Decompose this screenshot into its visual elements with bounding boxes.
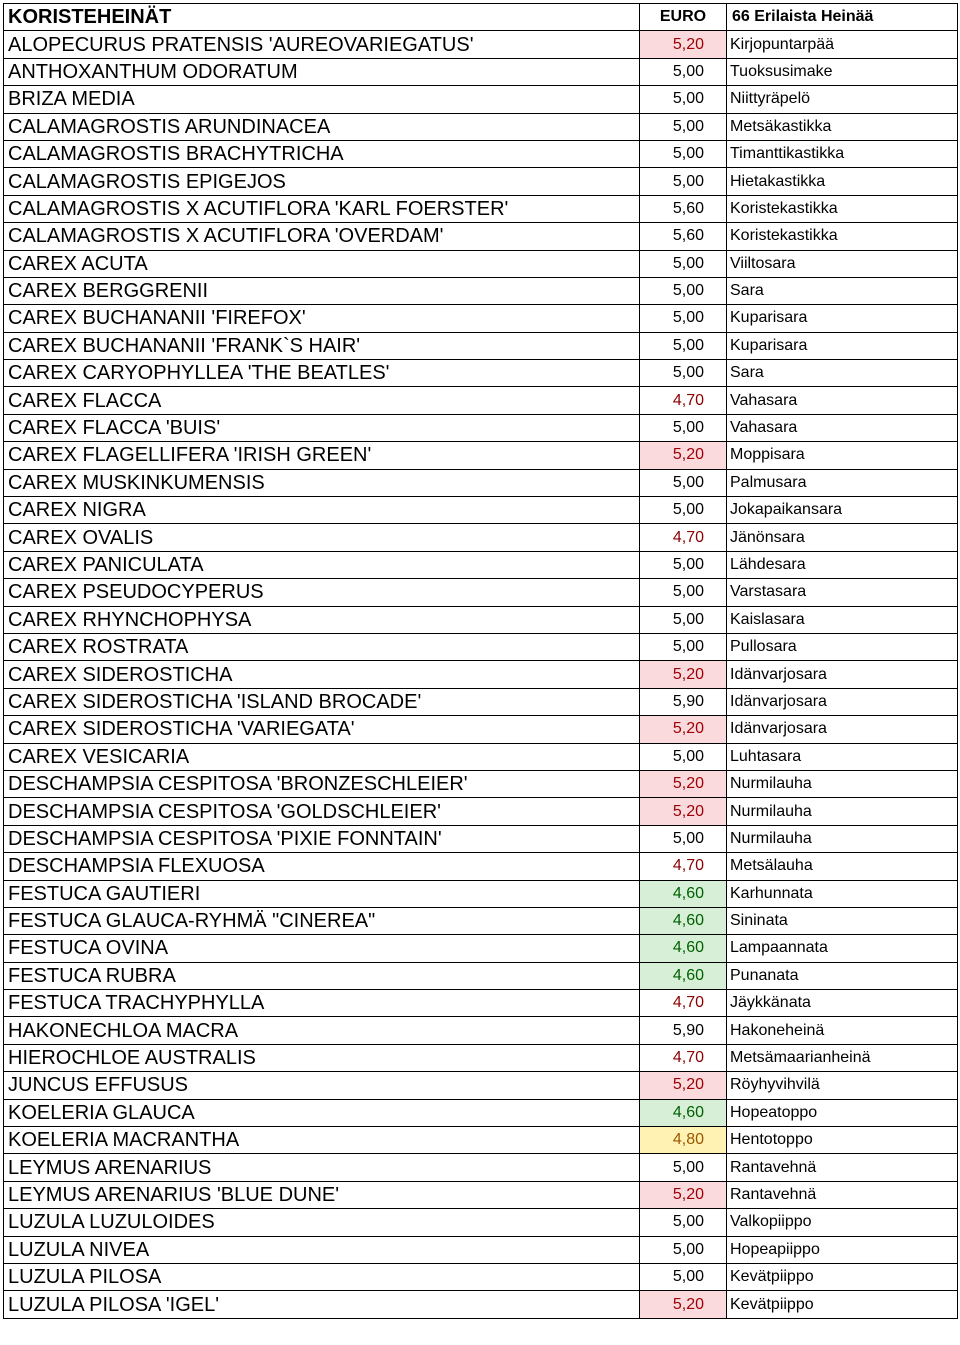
price-cell: 5,00 bbox=[640, 414, 727, 441]
table-row bbox=[4, 770, 958, 797]
plant-name-cell: FESTUCA OVINA bbox=[4, 935, 640, 962]
finnish-name-cell: Rantavehnä bbox=[727, 1154, 958, 1181]
price-cell: 4,60 bbox=[640, 907, 727, 934]
plant-name-cell: CAREX RHYNCHOPHYSA bbox=[4, 606, 640, 633]
price-cell: 5,00 bbox=[640, 606, 727, 633]
table-row bbox=[4, 305, 958, 332]
finnish-name-cell: Idänvarjosara bbox=[727, 688, 958, 715]
plant-name-cell: ANTHOXANTHUM ODORATUM bbox=[4, 58, 640, 85]
plant-name-cell: JUNCUS EFFUSUS bbox=[4, 1072, 640, 1099]
price-cell: 4,70 bbox=[640, 990, 727, 1017]
table-row bbox=[4, 414, 958, 441]
plant-name-cell: CAREX FLACCA bbox=[4, 387, 640, 414]
table-row bbox=[4, 86, 958, 113]
price-cell: 5,00 bbox=[640, 168, 727, 195]
finnish-name-cell: Kirjopuntarpää bbox=[727, 31, 958, 58]
table-row bbox=[4, 497, 958, 524]
table-row bbox=[4, 1072, 958, 1099]
table-row bbox=[4, 935, 958, 962]
finnish-name-cell: Punanata bbox=[727, 962, 958, 989]
price-cell: 5,20 bbox=[640, 31, 727, 58]
plant-name-cell: FESTUCA RUBRA bbox=[4, 962, 640, 989]
finnish-name-cell: Metsäkastikka bbox=[727, 113, 958, 140]
finnish-name-cell: Röyhyvihvilä bbox=[727, 1072, 958, 1099]
price-cell: 5,20 bbox=[640, 1291, 727, 1318]
table-row bbox=[4, 140, 958, 167]
finnish-name-cell: Kuparisara bbox=[727, 332, 958, 359]
price-cell: 5,00 bbox=[640, 58, 727, 85]
finnish-name-cell: Kuparisara bbox=[727, 305, 958, 332]
table-row bbox=[4, 661, 958, 688]
table-row bbox=[4, 716, 958, 743]
table-row bbox=[4, 195, 958, 222]
finnish-name-cell: Metsälauha bbox=[727, 853, 958, 880]
price-cell: 4,60 bbox=[640, 1099, 727, 1126]
price-cell: 5,90 bbox=[640, 1017, 727, 1044]
plant-name-cell: CAREX ROSTRATA bbox=[4, 633, 640, 660]
plant-name-cell: LUZULA LUZULOIDES bbox=[4, 1209, 640, 1236]
finnish-name-cell: Vahasara bbox=[727, 387, 958, 414]
finnish-name-cell: Viiltosara bbox=[727, 250, 958, 277]
plant-name-cell: CAREX VESICARIA bbox=[4, 743, 640, 770]
finnish-name-cell: Nurmilauha bbox=[727, 770, 958, 797]
plant-name-cell: CAREX FLAGELLIFERA 'IRISH GREEN' bbox=[4, 442, 640, 469]
count-header: 66 Erilaista Heinää bbox=[727, 4, 958, 31]
price-cell: 4,70 bbox=[640, 853, 727, 880]
finnish-name-cell: Palmusara bbox=[727, 469, 958, 496]
price-cell: 5,00 bbox=[640, 579, 727, 606]
finnish-name-cell: Sara bbox=[727, 277, 958, 304]
plant-name-cell: CAREX FLACCA 'BUIS' bbox=[4, 414, 640, 441]
price-list-table bbox=[3, 3, 958, 1319]
finnish-name-cell: Sininata bbox=[727, 907, 958, 934]
table-row bbox=[4, 1209, 958, 1236]
table-row bbox=[4, 469, 958, 496]
finnish-name-cell: Idänvarjosara bbox=[727, 716, 958, 743]
finnish-name-cell: Luhtasara bbox=[727, 743, 958, 770]
currency-header: EURO bbox=[640, 4, 727, 31]
price-cell: 5,20 bbox=[640, 770, 727, 797]
table-row bbox=[4, 1291, 958, 1318]
table-row bbox=[4, 277, 958, 304]
plant-name-cell: DESCHAMPSIA FLEXUOSA bbox=[4, 853, 640, 880]
table-row bbox=[4, 798, 958, 825]
price-cell: 4,60 bbox=[640, 935, 727, 962]
finnish-name-cell: Moppisara bbox=[727, 442, 958, 469]
plant-name-cell: LEYMUS ARENARIUS bbox=[4, 1154, 640, 1181]
finnish-name-cell: Pullosara bbox=[727, 633, 958, 660]
plant-name-cell: CALAMAGROSTIS X ACUTIFLORA 'OVERDAM' bbox=[4, 223, 640, 250]
finnish-name-cell: Kevätpiippo bbox=[727, 1291, 958, 1318]
price-cell: 5,60 bbox=[640, 223, 727, 250]
plant-name-cell: LUZULA PILOSA 'IGEL' bbox=[4, 1291, 640, 1318]
table-row bbox=[4, 168, 958, 195]
table-row bbox=[4, 442, 958, 469]
table-row bbox=[4, 606, 958, 633]
finnish-name-cell: Lähdesara bbox=[727, 551, 958, 578]
plant-name-cell: LEYMUS ARENARIUS 'BLUE DUNE' bbox=[4, 1181, 640, 1208]
finnish-name-cell: Sara bbox=[727, 360, 958, 387]
plant-name-cell: LUZULA NIVEA bbox=[4, 1236, 640, 1263]
table-row bbox=[4, 1154, 958, 1181]
table-row bbox=[4, 880, 958, 907]
plant-name-cell: CAREX BERGGRENII bbox=[4, 277, 640, 304]
table-row bbox=[4, 1181, 958, 1208]
plant-name-cell: HAKONECHLOA MACRA bbox=[4, 1017, 640, 1044]
plant-name-cell: CAREX SIDEROSTICHA 'ISLAND BROCADE' bbox=[4, 688, 640, 715]
table-row bbox=[4, 633, 958, 660]
plant-name-cell: CALAMAGROSTIS ARUNDINACEA bbox=[4, 113, 640, 140]
price-cell: 5,20 bbox=[640, 1181, 727, 1208]
finnish-name-cell: Nurmilauha bbox=[727, 798, 958, 825]
table-row bbox=[4, 31, 958, 58]
table-row bbox=[4, 1044, 958, 1071]
finnish-name-cell: Metsämaarianheinä bbox=[727, 1044, 958, 1071]
price-cell: 5,00 bbox=[640, 360, 727, 387]
price-cell: 5,00 bbox=[640, 113, 727, 140]
price-cell: 5,00 bbox=[640, 551, 727, 578]
plant-name-cell: CAREX BUCHANANII 'FRANK`S HAIR' bbox=[4, 332, 640, 359]
price-cell: 5,20 bbox=[640, 442, 727, 469]
table-row bbox=[4, 1099, 958, 1126]
finnish-name-cell: Hentotoppo bbox=[727, 1127, 958, 1154]
finnish-name-cell: Valkopiippo bbox=[727, 1209, 958, 1236]
table-row bbox=[4, 332, 958, 359]
plant-name-cell: KOELERIA MACRANTHA bbox=[4, 1127, 640, 1154]
table-row bbox=[4, 743, 958, 770]
finnish-name-cell: Hakoneheinä bbox=[727, 1017, 958, 1044]
price-cell: 5,00 bbox=[640, 1154, 727, 1181]
price-cell: 5,00 bbox=[640, 1209, 727, 1236]
table-row bbox=[4, 360, 958, 387]
table-row bbox=[4, 962, 958, 989]
price-cell: 4,70 bbox=[640, 387, 727, 414]
table-row bbox=[4, 1127, 958, 1154]
price-cell: 5,00 bbox=[640, 1263, 727, 1290]
finnish-name-cell: Hopeapiippo bbox=[727, 1236, 958, 1263]
price-cell: 5,00 bbox=[640, 332, 727, 359]
table-row bbox=[4, 551, 958, 578]
price-cell: 5,20 bbox=[640, 798, 727, 825]
plant-name-cell: CAREX CARYOPHYLLEA 'THE BEATLES' bbox=[4, 360, 640, 387]
table-row bbox=[4, 1017, 958, 1044]
finnish-name-cell: Hietakastikka bbox=[727, 168, 958, 195]
price-list-body bbox=[4, 4, 958, 1319]
plant-name-cell: CAREX MUSKINKUMENSIS bbox=[4, 469, 640, 496]
finnish-name-cell: Lampaannata bbox=[727, 935, 958, 962]
table-row bbox=[4, 58, 958, 85]
price-cell: 5,00 bbox=[640, 743, 727, 770]
table-row bbox=[4, 990, 958, 1017]
plant-name-cell: FESTUCA TRACHYPHYLLA bbox=[4, 990, 640, 1017]
plant-name-cell: ALOPECURUS PRATENSIS 'AUREOVARIEGATUS' bbox=[4, 31, 640, 58]
plant-name-cell: CALAMAGROSTIS EPIGEJOS bbox=[4, 168, 640, 195]
finnish-name-cell: Jänönsara bbox=[727, 524, 958, 551]
plant-name-cell: DESCHAMPSIA CESPITOSA 'GOLDSCHLEIER' bbox=[4, 798, 640, 825]
plant-name-cell: CALAMAGROSTIS BRACHYTRICHA bbox=[4, 140, 640, 167]
finnish-name-cell: Koristekastikka bbox=[727, 195, 958, 222]
table-row bbox=[4, 1236, 958, 1263]
price-cell: 5,00 bbox=[640, 1236, 727, 1263]
table-row bbox=[4, 688, 958, 715]
plant-name-cell: CAREX PANICULATA bbox=[4, 551, 640, 578]
finnish-name-cell: Jokapaikansara bbox=[727, 497, 958, 524]
price-cell: 5,00 bbox=[640, 633, 727, 660]
price-cell: 5,00 bbox=[640, 250, 727, 277]
plant-name-cell: LUZULA PILOSA bbox=[4, 1263, 640, 1290]
plant-name-cell: CAREX ACUTA bbox=[4, 250, 640, 277]
finnish-name-cell: Tuoksusimake bbox=[727, 58, 958, 85]
plant-name-cell: CAREX OVALIS bbox=[4, 524, 640, 551]
price-cell: 4,60 bbox=[640, 880, 727, 907]
finnish-name-cell: Varstasara bbox=[727, 579, 958, 606]
price-cell: 5,00 bbox=[640, 497, 727, 524]
finnish-name-cell: Timanttikastikka bbox=[727, 140, 958, 167]
title-cell: KORISTEHEINÄT bbox=[4, 4, 640, 31]
plant-name-cell: FESTUCA GLAUCA-RYHMÄ "CINEREA" bbox=[4, 907, 640, 934]
price-cell: 5,00 bbox=[640, 469, 727, 496]
table-row bbox=[4, 387, 958, 414]
header-row bbox=[4, 4, 958, 31]
finnish-name-cell: Jäykkänata bbox=[727, 990, 958, 1017]
finnish-name-cell: Karhunnata bbox=[727, 880, 958, 907]
price-cell: 5,20 bbox=[640, 1072, 727, 1099]
table-row bbox=[4, 825, 958, 852]
plant-name-cell: BRIZA MEDIA bbox=[4, 86, 640, 113]
table-row bbox=[4, 1263, 958, 1290]
price-cell: 5,60 bbox=[640, 195, 727, 222]
finnish-name-cell: Vahasara bbox=[727, 414, 958, 441]
table-row bbox=[4, 113, 958, 140]
finnish-name-cell: Kaislasara bbox=[727, 606, 958, 633]
plant-name-cell: HIEROCHLOE AUSTRALIS bbox=[4, 1044, 640, 1071]
plant-name-cell: CAREX NIGRA bbox=[4, 497, 640, 524]
price-cell: 5,00 bbox=[640, 305, 727, 332]
finnish-name-cell: Idänvarjosara bbox=[727, 661, 958, 688]
plant-name-cell: FESTUCA GAUTIERI bbox=[4, 880, 640, 907]
plant-name-cell: CAREX SIDEROSTICHA 'VARIEGATA' bbox=[4, 716, 640, 743]
finnish-name-cell: Nurmilauha bbox=[727, 825, 958, 852]
table-row bbox=[4, 579, 958, 606]
plant-name-cell: DESCHAMPSIA CESPITOSA 'PIXIE FONNTAIN' bbox=[4, 825, 640, 852]
price-cell: 4,70 bbox=[640, 1044, 727, 1071]
table-row bbox=[4, 907, 958, 934]
finnish-name-cell: Hopeatoppo bbox=[727, 1099, 958, 1126]
price-cell: 5,00 bbox=[640, 140, 727, 167]
price-cell: 5,20 bbox=[640, 716, 727, 743]
table-row bbox=[4, 853, 958, 880]
finnish-name-cell: Kevätpiippo bbox=[727, 1263, 958, 1290]
price-cell: 5,00 bbox=[640, 277, 727, 304]
finnish-name-cell: Koristekastikka bbox=[727, 223, 958, 250]
plant-name-cell: CAREX BUCHANANII 'FIREFOX' bbox=[4, 305, 640, 332]
plant-name-cell: CALAMAGROSTIS X ACUTIFLORA 'KARL FOERSTER' bbox=[4, 195, 640, 222]
price-cell: 5,90 bbox=[640, 688, 727, 715]
price-cell: 4,70 bbox=[640, 524, 727, 551]
plant-name-cell: DESCHAMPSIA CESPITOSA 'BRONZESCHLEIER' bbox=[4, 770, 640, 797]
price-cell: 4,60 bbox=[640, 962, 727, 989]
table-row bbox=[4, 524, 958, 551]
price-cell: 5,20 bbox=[640, 661, 727, 688]
plant-name-cell: CAREX SIDEROSTICHA bbox=[4, 661, 640, 688]
plant-name-cell: KOELERIA GLAUCA bbox=[4, 1099, 640, 1126]
table-row bbox=[4, 250, 958, 277]
finnish-name-cell: Niittyräpelö bbox=[727, 86, 958, 113]
price-cell: 5,00 bbox=[640, 86, 727, 113]
plant-name-cell: CAREX PSEUDOCYPERUS bbox=[4, 579, 640, 606]
price-cell: 5,00 bbox=[640, 825, 727, 852]
table-row bbox=[4, 223, 958, 250]
price-cell: 4,80 bbox=[640, 1127, 727, 1154]
finnish-name-cell: Rantavehnä bbox=[727, 1181, 958, 1208]
